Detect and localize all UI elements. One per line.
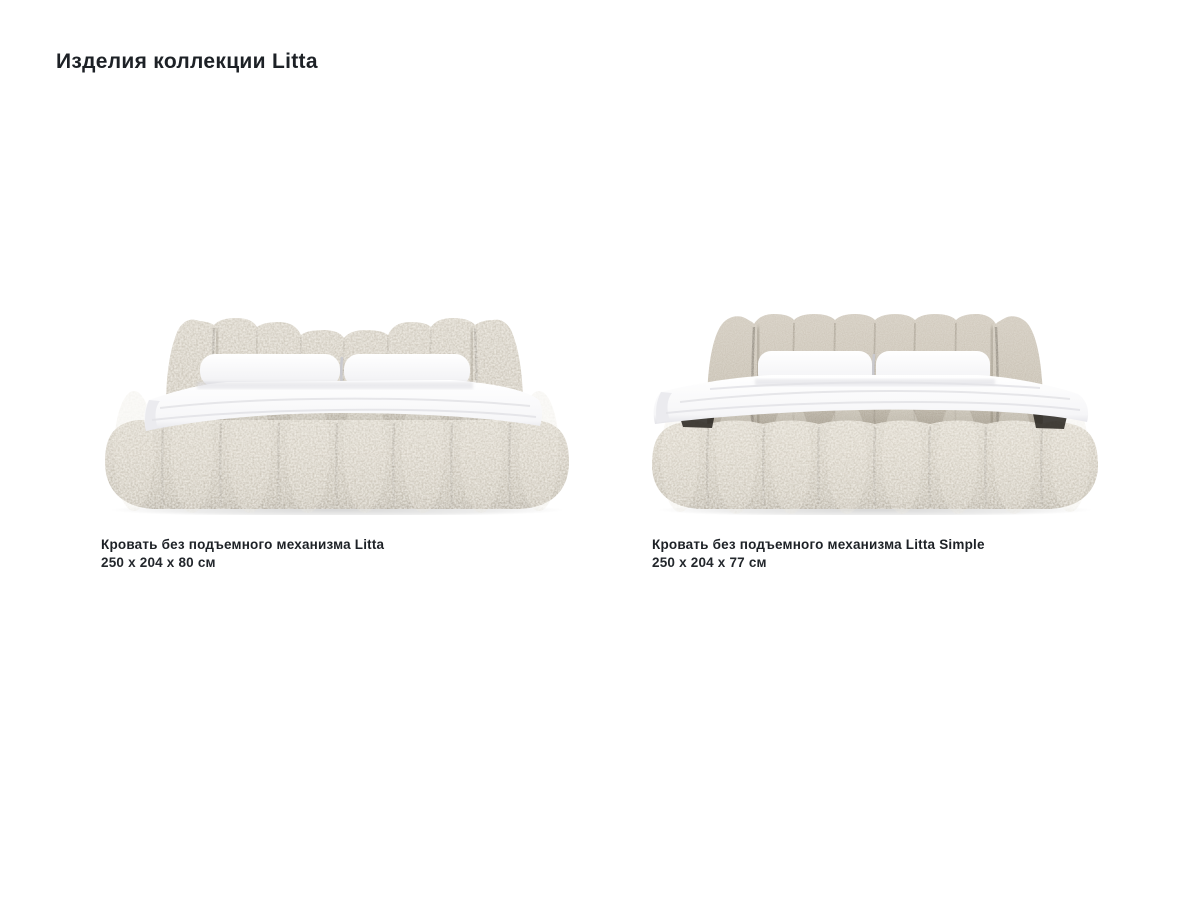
bed-photo-litta-simple xyxy=(650,299,1100,515)
bed-litta-simple-illustration xyxy=(650,299,1100,515)
product-name: Кровать без подъемного механизма Litta xyxy=(101,537,385,552)
bed-litta-illustration xyxy=(102,299,572,515)
bed-photo-litta xyxy=(102,299,572,515)
product-dimensions: 250 x 204 x 80 см xyxy=(101,555,216,570)
product-dimensions: 250 x 204 x 77 см xyxy=(652,555,767,570)
page-title: Изделия коллекции Litta xyxy=(56,50,318,73)
product-caption-litta-simple xyxy=(652,536,985,572)
product-name: Кровать без подъемного механизма Litta Simple xyxy=(652,537,985,552)
product-caption-litta xyxy=(101,536,384,572)
